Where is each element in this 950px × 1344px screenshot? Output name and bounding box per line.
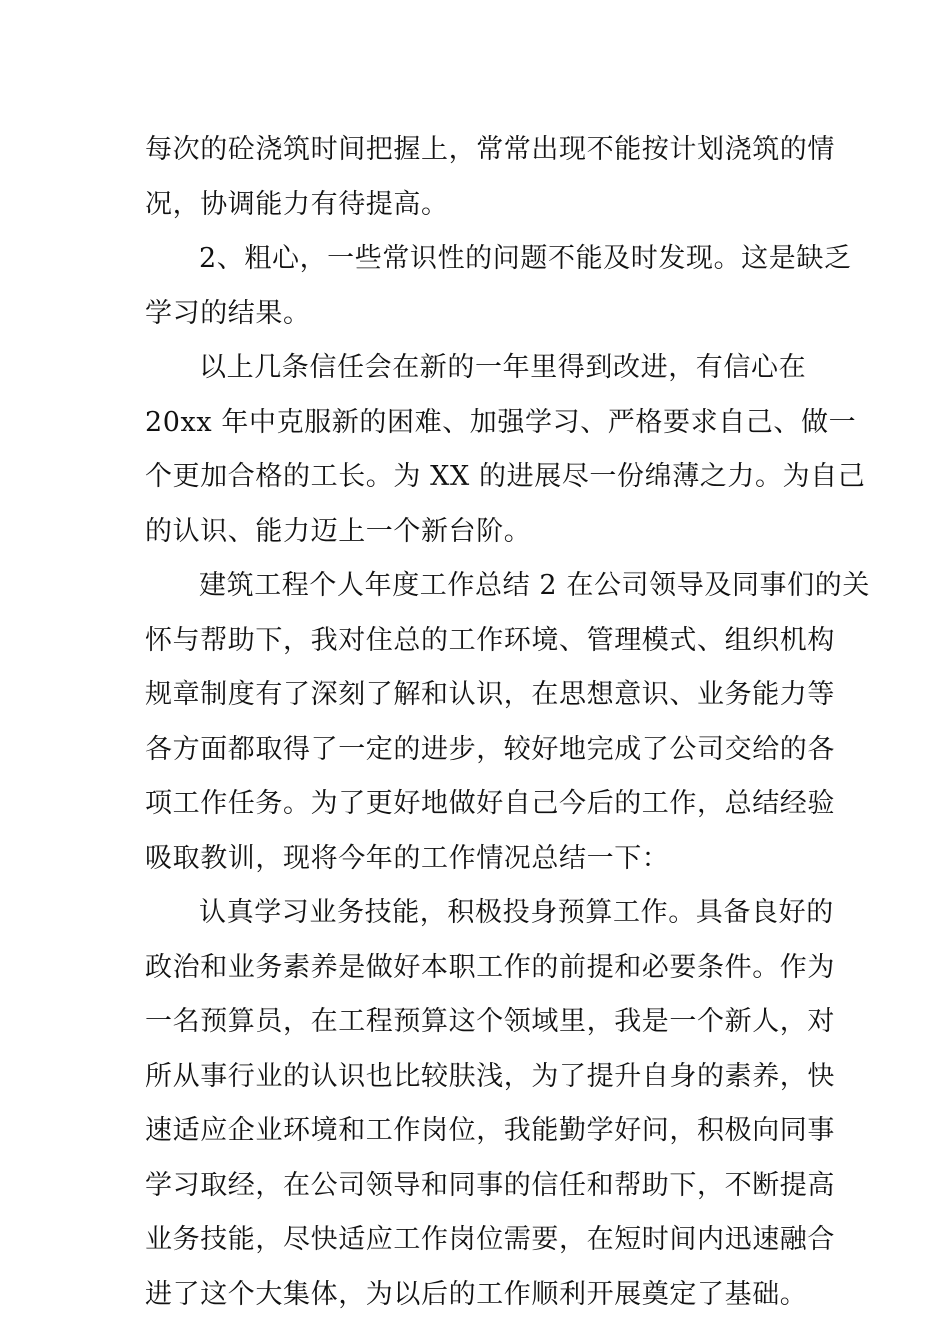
text-line: 规章制度有了深刻了解和认识，在思想意识、业务能力等: [145, 679, 835, 710]
text-line: 认真学习业务技能，积极投身预算工作。具备良好的: [199, 897, 834, 928]
text-line: 2、粗心，一些常识性的问题不能及时发现。这是缺乏: [199, 243, 852, 274]
text-line: 速适应企业环境和工作岗位，我能勤学好问，积极向同事: [145, 1115, 835, 1146]
text-line: 学习的结果。: [145, 297, 311, 329]
text-line: 况，协调能力有待提高。: [145, 188, 449, 220]
text-line: 怀与帮助下，我对住总的工作环境、管理模式、组织机构: [145, 624, 835, 656]
text-line: 以上几条信任会在新的一年里得到改进，有信心在: [199, 352, 807, 383]
text-line: 各方面都取得了一定的进步，较好地完成了公司交给的各: [145, 733, 835, 765]
text-line: 个更加合格的工长。为 XX 的进展尽一份绵薄之力。为自己: [145, 461, 866, 492]
text-line: 的认识、能力迈上一个新台阶。: [145, 515, 532, 547]
text-line: 政治和业务素养是做好本职工作的前提和必要条件。作为: [145, 951, 835, 983]
text-line: 20xx 年中克服新的困难、加强学习、严格要求自己、做一: [145, 406, 857, 438]
text-line: 进了这个大集体，为以后的工作顺利开展奠定了基础。: [145, 1278, 808, 1310]
text-line: 所从事行业的认识也比较肤浅，为了提升自身的素养，快: [145, 1060, 835, 1092]
text-line: 一名预算员，在工程预算这个领域里，我是一个新人，对: [145, 1006, 835, 1037]
text-line: 建筑工程个人年度工作总结 2 在公司领导及同事们的关: [199, 570, 870, 601]
document-body: [145, 126, 870, 1325]
text-line: 项工作任务。为了更好地做好自己今后的工作，总结经验: [145, 788, 835, 819]
text-line: 每次的砼浇筑时间把握上，常常出现不能按计划浇筑的情: [145, 134, 835, 165]
text-line: 学习取经，在公司领导和同事的信任和帮助下，不断提高: [145, 1169, 835, 1201]
text-line: 吸取教训，现将今年的工作情况总结一下：: [145, 842, 670, 874]
text-line: 业务技能，尽快适应工作岗位需要，在短时间内迅速融合: [145, 1224, 835, 1255]
